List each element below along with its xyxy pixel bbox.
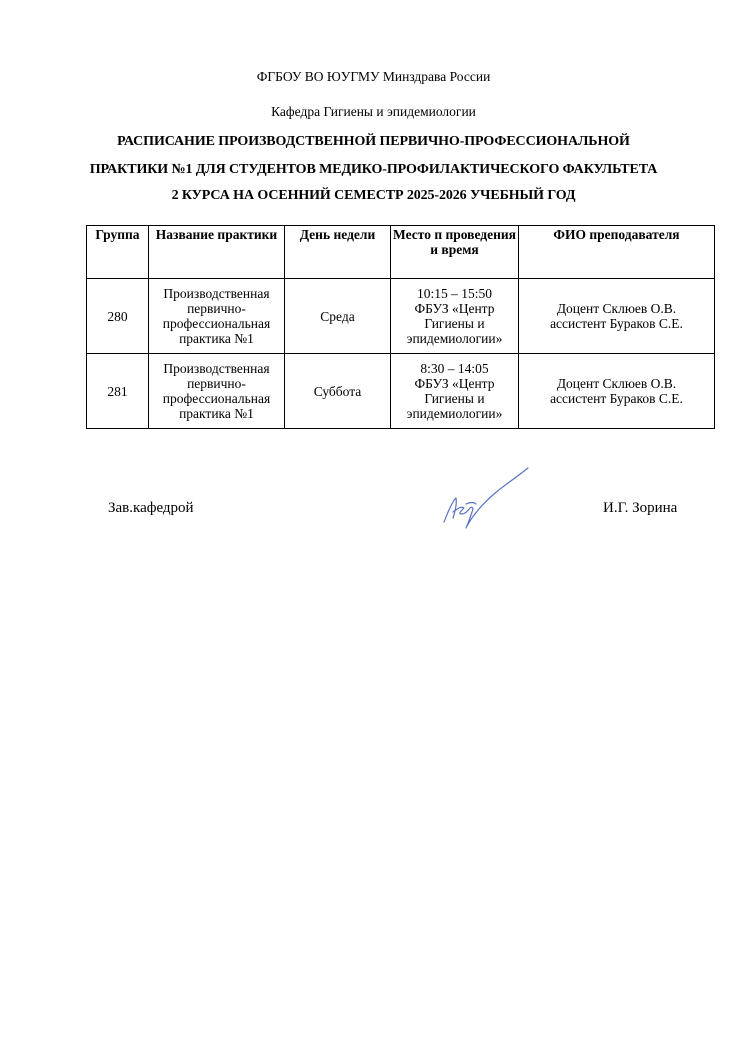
teacher-secondary: ассистент Бураков С.Е. [550,391,683,406]
day-cell: Среда [285,279,391,354]
organization-name: ФГБОУ ВО ЮУГМУ Минздрава России [256,69,491,84]
place-time-cell [391,279,519,354]
document-title-line-1: РАСПИСАНИЕ ПРОИЗВОДСТВЕННОЙ ПЕРВИЧНО-ПРОФЕССИОНАЛЬНОЙ [117,134,630,149]
table-row [87,354,715,429]
teacher-secondary: ассистент Бураков С.Е. [550,316,683,331]
time-text: 8:30 – 14:05 [420,361,489,376]
document-title-line-2: ПРАКТИКИ №1 ДЛЯ СТУДЕНТОВ МЕДИКО-ПРОФИЛАКТИЧЕСКОГО ФАКУЛЬТЕТА [89,162,658,177]
table-header-row [87,226,715,279]
document-title-line-3: 2 КУРСА НА ОСЕННИЙ СЕМЕСТР 2025-2026 УЧЕБНЫЙ ГОД [171,188,576,203]
department-name: Кафедра Гигиены и эпидемиологии [271,104,476,119]
signatory-role: Зав.кафедрой [108,500,194,516]
column-header-place-time: Место п проведения и время [391,226,519,279]
teacher-cell [519,279,715,354]
day-cell: Суббота [285,354,391,429]
table-row [87,279,715,354]
teacher-primary: Доцент Склюев О.В. [556,376,677,391]
practice-cell: Производственная первично-профессиональная практика №1 [149,279,285,354]
column-header-practice: Название практики [149,226,285,279]
place-text: ФБУЗ «Центр Гигиены и эпидемиологии» [406,301,503,346]
time-text: 10:15 – 15:50 [416,286,492,301]
place-text: ФБУЗ «Центр Гигиены и эпидемиологии» [406,376,503,421]
signatory-name: И.Г. Зорина [603,500,678,516]
teacher-primary: Доцент Склюев О.В. [556,301,677,316]
handwritten-signature [436,464,536,530]
column-header-teacher: ФИО преподавателя [519,226,715,279]
column-header-day: День недели [285,226,391,279]
column-header-group: Группа [87,226,149,279]
place-time-cell [391,354,519,429]
teacher-cell [519,354,715,429]
schedule-table [86,225,715,429]
group-cell: 281 [87,354,149,429]
group-cell: 280 [87,279,149,354]
practice-cell: Производственная первично-профессиональная практика №1 [149,354,285,429]
